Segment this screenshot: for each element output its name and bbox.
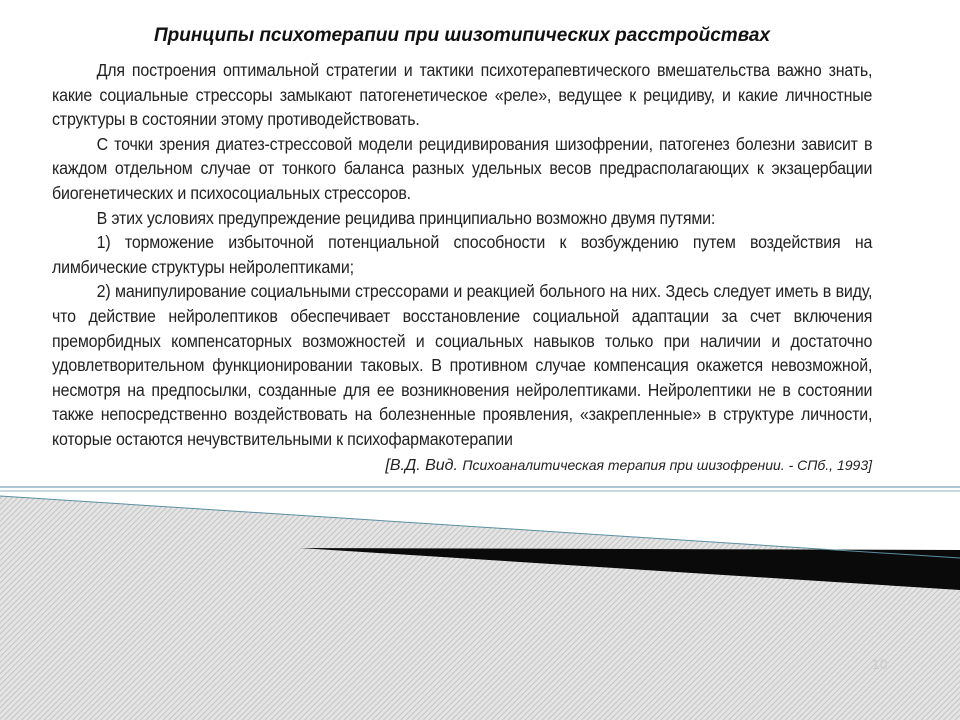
citation-author: [В.Д. Вид.: [385, 456, 458, 474]
paragraph-5: 2) манипулирование социальными стрессорами и реакцией больного на них. Здесь следует иметь в виду, что действие нейролептиков обеспечивает восстановление социальной адаптации за счет включения преморбидных компенсаторных возможностей и социальных навыков только при наличии и достаточно удовлетворительном функционировании таковых. В противном случае компенсация окажется невозможной, несмотря на предпосылки, созданные для ее возникновения нейролептиками. Нейролептики не в состоянии также непосредственно воздействовать на болезненные проявления, «закрепленные» в структуре личности, которые остаются нечувствительными к психофармакотерапии: [52, 281, 873, 449]
paragraph-2: С точки зрения диатез-стрессовой модели рецидивирования шизофрении, патогенез болезни зависит в каждом отдельном случае от тонкого баланса разных удельных весов предрасполагающих к экзацербации биогенетических и психосоциальных стрессоров.: [52, 133, 873, 203]
citation: [52, 454, 872, 477]
paragraph-4: 1) торможение избыточной потенциальной способности к возбуждению путем воздействия на лимбические структуры нейролептиками;: [52, 232, 873, 277]
slide-body: [52, 58, 872, 452]
slide-content: [52, 24, 872, 477]
slide-number: 10: [872, 656, 888, 672]
paragraph-3: В этих условиях предупреждение рецидива принципиально возможно двумя путями:: [96, 207, 716, 228]
citation-source: Психоаналитическая терапия при шизофрении. - СПб., 1993]: [462, 456, 872, 473]
slide-title: Принципы психотерапии при шизотипических расстройствах: [153, 25, 771, 46]
paragraph-1: Для построения оптимальной стратегии и тактики психотерапевтического вмешательства важно знать, какие социальные стрессоры замыкают патогенетическое «реле», ведущее к рецидиву, и какие личностные структуры в состоянии этому противодействовать.: [52, 60, 873, 130]
